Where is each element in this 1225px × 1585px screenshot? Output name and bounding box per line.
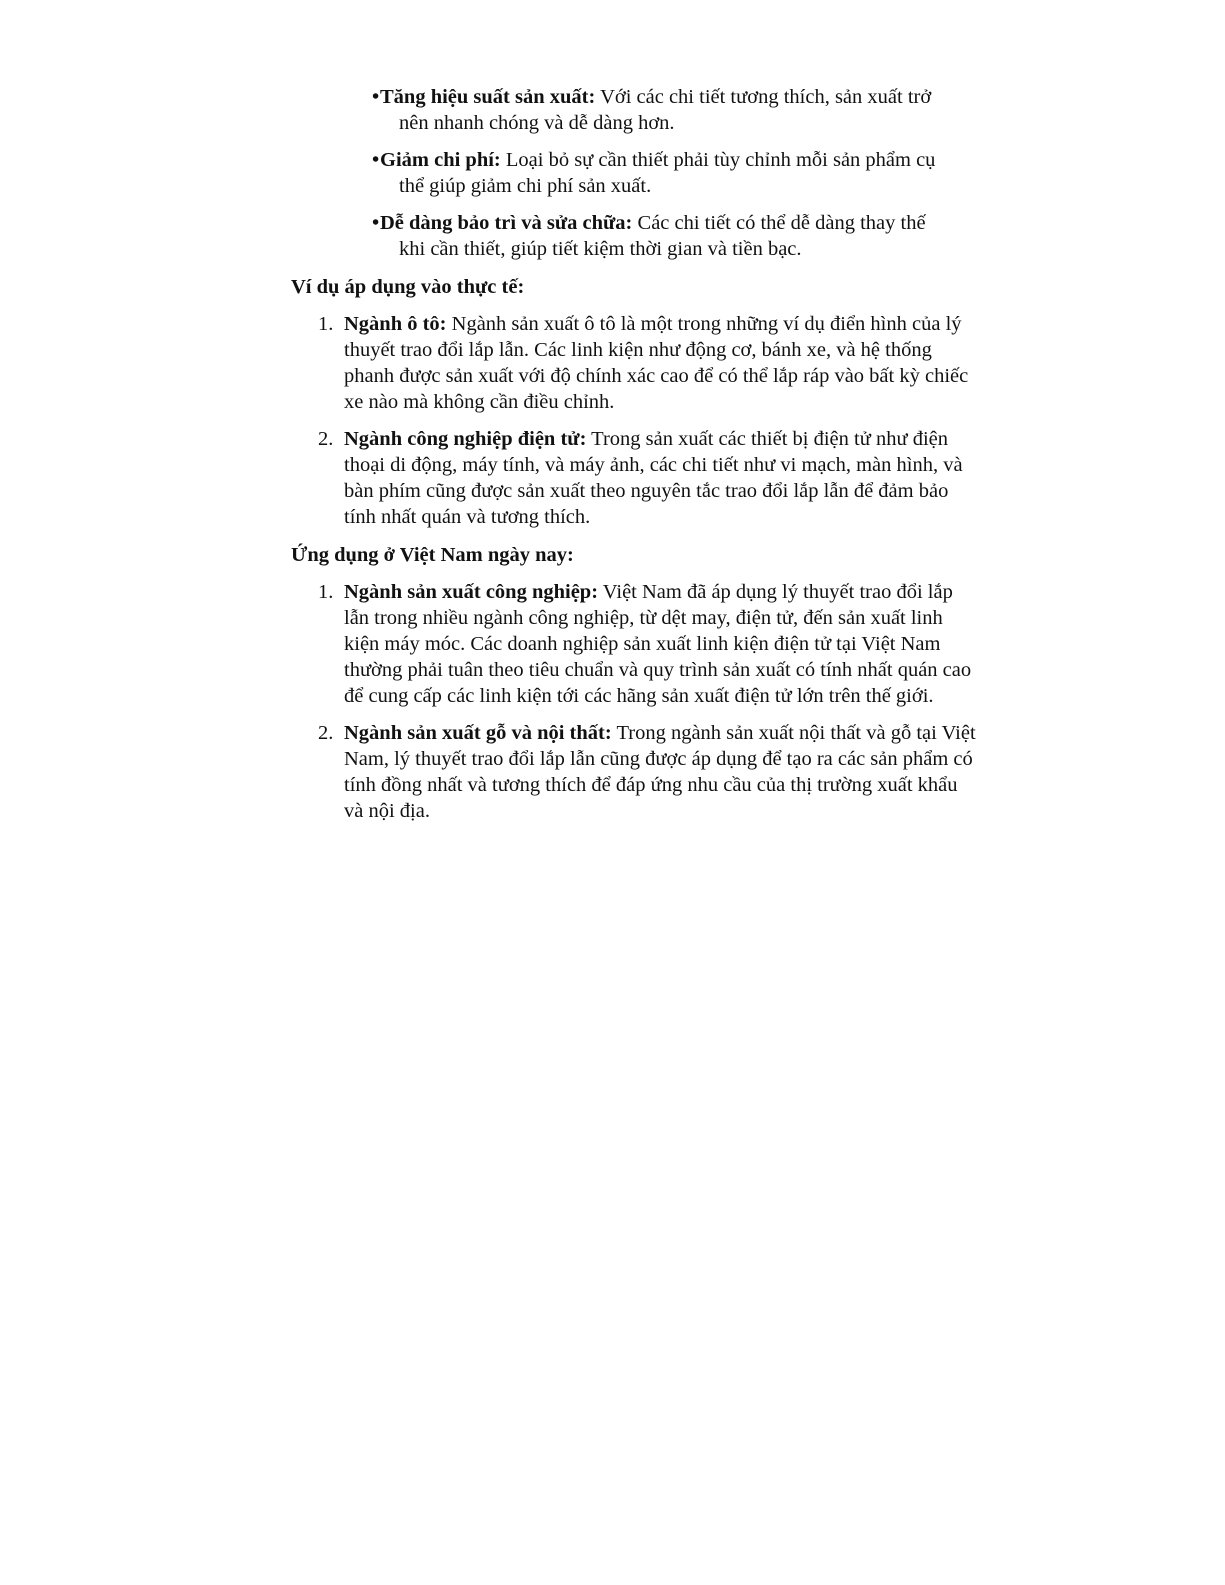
list-item xyxy=(291,311,981,415)
list-number: 1. xyxy=(318,581,334,603)
bullet-dot-icon: • xyxy=(372,149,380,171)
section-heading: Ví dụ áp dụng vào thực tế: xyxy=(291,276,525,298)
bullet-dot-icon: • xyxy=(372,212,380,234)
list-item xyxy=(291,720,981,824)
bullet-item xyxy=(372,210,952,262)
item-title: Ngành sản xuất gỗ và nội thất: xyxy=(344,722,612,744)
item-text: Trong sản xuất các thiết bị điện tử như điện thoại di động, máy tính, và máy ảnh, các chi tiết như vi mạch, màn hình, và bàn phím cũng được sản xuất theo nguyên tắc trao đổi lắp lẫn để đảm bảo tính nhất quán và tương thích. xyxy=(344,428,963,528)
bullet-title: Tăng hiệu suất sản xuất: xyxy=(380,86,596,108)
vietnam-list xyxy=(291,579,981,824)
list-number: 2. xyxy=(318,428,334,450)
examples-list xyxy=(291,311,981,530)
item-title: Ngành sản xuất công nghiệp: xyxy=(344,581,599,603)
item-text: Trong ngành sản xuất nội thất và gỗ tại Việt Nam, lý thuyết trao đổi lắp lẫn cũng được áp dụng để tạo ra các sản phẩm có tính đồng nhất và tương thích để đáp ứng nhu cầu của thị trường xuất khẩu và nội địa. xyxy=(344,722,976,822)
examples-section xyxy=(291,274,981,541)
item-text: Ngành sản xuất ô tô là một trong những ví dụ điển hình của lý thuyết trao đổi lắp lẫn. Các linh kiện như động cơ, bánh xe, và hệ thống phanh được sản xuất với độ chính xác cao để có thể lắp ráp vào bất kỳ chiếc xe nào mà không cần điều chỉnh. xyxy=(344,313,969,413)
list-item xyxy=(291,426,981,530)
item-text: Việt Nam đã áp dụng lý thuyết trao đổi lắp lẫn trong nhiều ngành công nghiệp, từ dệt may, điện tử, đến sản xuất linh kiện máy móc. Các doanh nghiệp sản xuất linh kiện điện tử tại Việt Nam thường phải tuân theo tiêu chuẩn và quy trình sản xuất có tính nhất quán cao để cung cấp các linh kiện tới các hãng sản xuất điện tử lớn trên thế giới. xyxy=(344,581,972,707)
bullet-item xyxy=(372,84,952,136)
bullet-text: Loại bỏ sự cần thiết phải tùy chỉnh mỗi sản phẩm cụ thể giúp giảm chi phí sản xuất. xyxy=(399,149,936,197)
list-item xyxy=(291,579,981,709)
list-number: 1. xyxy=(318,313,334,335)
benefits-bullet-list xyxy=(372,84,952,273)
bullet-text: Với các chi tiết tương thích, sản xuất trở nên nhanh chóng và dễ dàng hơn. xyxy=(399,86,932,134)
bullet-title: Dễ dàng bảo trì và sửa chữa: xyxy=(380,212,633,234)
bullet-text: Các chi tiết có thể dễ dàng thay thế khi cần thiết, giúp tiết kiệm thời gian và tiền bạc. xyxy=(399,212,926,260)
list-number: 2. xyxy=(318,722,334,744)
section-heading: Ứng dụng ở Việt Nam ngày nay: xyxy=(291,544,574,566)
item-title: Ngành công nghiệp điện tử: xyxy=(344,428,587,450)
bullet-title: Giảm chi phí: xyxy=(380,149,501,171)
bullet-dot-icon: • xyxy=(372,86,380,108)
vietnam-section xyxy=(291,542,981,835)
item-title: Ngành ô tô: xyxy=(344,313,447,335)
bullet-item xyxy=(372,147,952,199)
